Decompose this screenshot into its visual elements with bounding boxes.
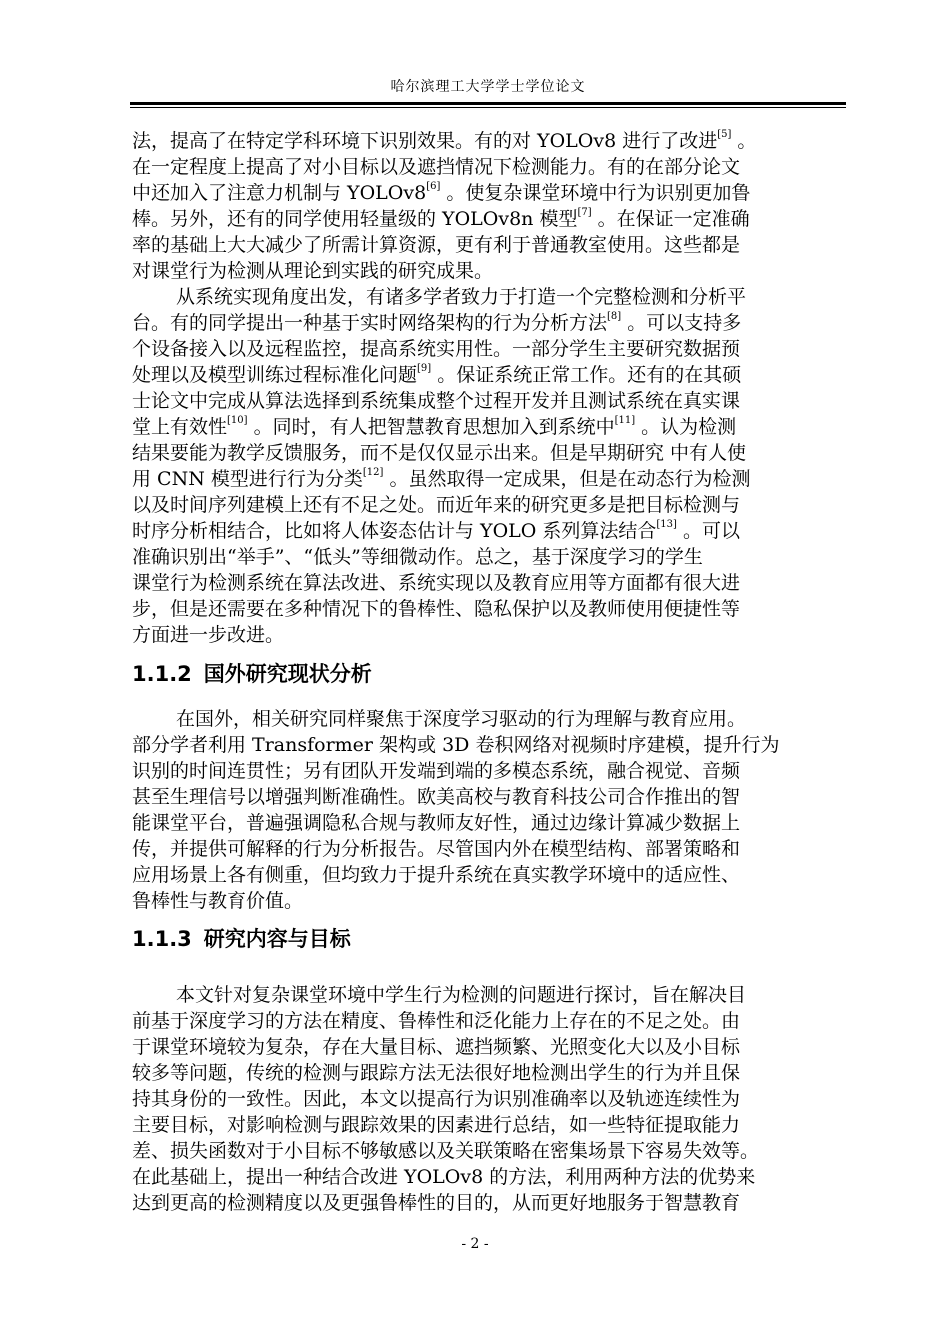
section-title: 国外研究现状分析 xyxy=(203,662,372,686)
text-run: 于课堂环境较为复杂，存在大量目标、遮挡频繁、光照变化大以及小目标 xyxy=(132,1036,741,1058)
paragraph-foreign-research xyxy=(132,706,848,914)
text-line xyxy=(132,128,848,154)
section-heading-1-1-2 xyxy=(132,660,372,688)
text-line xyxy=(132,414,848,440)
text-line xyxy=(132,1190,848,1216)
text-run: 准确识别出“举手”、“低头”等细微动作。总之，基于深度学习的学生 xyxy=(132,546,703,568)
page-number: - 2 - xyxy=(461,1236,489,1252)
text-run: 课堂行为检测系统在算法改进、系统实现以及教育应用等方面都有很大进 xyxy=(132,572,741,594)
text-line xyxy=(132,622,848,648)
text-line xyxy=(132,784,848,810)
text-run: 在国外，相关研究同样聚焦于深度学习驱动的行为理解与教育应用。 xyxy=(176,708,747,730)
text-run: 主要目标，对影响检测与跟踪效果的因素进行总结，如一些特征提取能力 xyxy=(132,1114,741,1136)
text-run: 率的基础上大大减少了所需计算资源，更有利于普通教室使用。这些都是 xyxy=(132,234,741,256)
text-run: 步，但是还需要在多种情况下的鲁棒性、隐私保护以及教师使用便捷性等 xyxy=(132,598,741,620)
text-run: 达到更高的检测精度以及更强鲁棒性的目的，从而更好地服务于智慧教育 xyxy=(132,1192,741,1214)
text-run: 从系统实现角度出发，有诸多学者致力于打造一个完整检测和分析平 xyxy=(176,286,747,308)
text-line xyxy=(132,232,848,258)
text-line xyxy=(132,1008,848,1034)
text-run: 。可以支持多 xyxy=(621,312,742,334)
text-line xyxy=(132,732,848,758)
text-run: 用 CNN 模型进行行为分类 xyxy=(132,468,363,490)
text-run: 以及时间序列建模上还有不足之处。而近年来的研究更多是把目标检测与 xyxy=(132,494,741,516)
header-rule-thick xyxy=(130,102,846,105)
text-run: 个设备接入以及远程监控，提高系统实用性。一部分学生主要研究数据预 xyxy=(132,338,741,360)
text-line xyxy=(132,206,848,232)
citation-marker: [8] xyxy=(607,310,622,322)
text-line xyxy=(132,836,848,862)
text-line xyxy=(132,258,848,284)
text-run: 鲁棒性与教育价值。 xyxy=(132,890,304,912)
text-run: 。可以 xyxy=(676,520,740,542)
paragraph-domestic-algorithms xyxy=(132,128,848,284)
text-line xyxy=(132,810,848,836)
text-line xyxy=(132,544,848,570)
running-header: 哈尔滨理工大学学士学位论文 xyxy=(390,79,586,95)
text-run: 结果要能为教学反馈服务，而不是仅仅显示出来。但是早期研究 中有人使 xyxy=(132,442,747,464)
citation-marker: [5] xyxy=(717,128,732,140)
text-run: 台。有的同学提出一种基于实时网络架构的行为分析方法 xyxy=(132,312,608,334)
text-run: 方面进一步改进。 xyxy=(132,624,285,646)
text-line xyxy=(132,862,848,888)
text-run: 应用场景上各有侧重，但均致力于提升系统在真实教学环境中的适应性、 xyxy=(132,864,741,886)
citation-marker: [10] xyxy=(227,414,248,426)
text-line xyxy=(132,310,848,336)
text-line xyxy=(132,758,848,784)
text-run: 能课堂平台，普遍强调隐私合规与教师友好性，通过边缘计算减少数据上 xyxy=(132,812,741,834)
text-run: 中还加入了注意力机制与 YOLOv8 xyxy=(132,182,427,204)
text-run: 士论文中完成从算法选择到系统集成整个过程开发并且测试系统在真实课 xyxy=(132,390,741,412)
text-line xyxy=(132,336,848,362)
text-run: 对课堂行为检测从理论到实践的研究成果。 xyxy=(132,260,494,282)
text-run: 法，提高了在特定学科环境下识别效果。有的对 YOLOv8 进行了改进 xyxy=(132,130,718,152)
text-line xyxy=(132,1060,848,1086)
header-rule-thin xyxy=(130,107,846,108)
text-line xyxy=(132,1112,848,1138)
text-run: 差、损失函数对于小目标不够敏感以及关联策略在密集场景下容易失效等。 xyxy=(132,1140,760,1162)
text-run: 部分学者利用 Transformer 架构或 3D 卷积网络对视频时序建模，提升行为 xyxy=(132,734,780,756)
text-line xyxy=(132,362,848,388)
text-run: 识别的时间连贯性；另有团队开发端到端的多模态系统，融合视觉、音频 xyxy=(132,760,741,782)
section-heading-1-1-3 xyxy=(132,925,351,953)
text-run: 传，并提供可解释的行为分析报告。尽管国内外在模型结构、部署策略和 xyxy=(132,838,741,860)
text-line xyxy=(132,388,848,414)
citation-marker: [11] xyxy=(614,414,636,426)
paragraph-domestic-systems xyxy=(132,284,848,648)
section-number: 1.1.2 xyxy=(132,662,192,686)
text-line xyxy=(132,492,848,518)
text-run: 在一定程度上提高了对小目标以及遮挡情况下检测能力。有的在部分论文 xyxy=(132,156,741,178)
text-run: 堂上有效性 xyxy=(132,416,228,438)
text-line xyxy=(132,154,848,180)
text-run: 处理以及模型训练过程标准化问题 xyxy=(132,364,418,386)
text-line xyxy=(132,466,848,492)
text-line xyxy=(132,1034,848,1060)
text-line xyxy=(132,1086,848,1112)
section-title: 研究内容与目标 xyxy=(203,927,351,951)
section-number: 1.1.3 xyxy=(132,927,192,951)
text-run: 时序分析相结合，比如将人体姿态估计与 YOLO 系列算法结合 xyxy=(132,520,657,542)
citation-marker: [13] xyxy=(656,518,677,530)
text-line xyxy=(132,1164,848,1190)
paragraph-research-content xyxy=(132,982,848,1216)
text-run: 持其身份的一致性。因此，本文以提高行为识别准确率以及轨迹连续性为 xyxy=(132,1088,741,1110)
text-run: 。虽然取得一定成果，但是在动态行为检测 xyxy=(383,468,751,490)
text-run: 。认为检测 xyxy=(635,416,737,438)
citation-marker: [9] xyxy=(417,362,432,374)
text-run: 甚至生理信号以增强判断准确性。欧美高校与教育科技公司合作推出的智 xyxy=(132,786,741,808)
text-run: 。使复杂课堂环境中行为识别更加鲁 xyxy=(440,182,751,204)
citation-marker: [12] xyxy=(362,466,384,478)
text-line xyxy=(132,888,848,914)
citation-marker: [7] xyxy=(577,206,592,218)
text-line xyxy=(132,284,848,310)
text-run: 。在保证一定准确 xyxy=(591,208,750,230)
text-run: 。 xyxy=(731,130,757,152)
text-line xyxy=(132,706,848,732)
text-run: 。同时，有人把智慧教育思想加入到系统中 xyxy=(247,416,615,438)
text-run: 棒。另外，还有的同学使用轻量级的 YOLOv8n 模型 xyxy=(132,208,578,230)
text-line xyxy=(132,180,848,206)
text-run: 。保证系统正常工作。还有的在其硕 xyxy=(431,364,742,386)
text-line xyxy=(132,596,848,622)
text-line xyxy=(132,518,848,544)
text-run: 较多等问题，传统的检测与跟踪方法无法很好地检测出学生的行为并且保 xyxy=(132,1062,741,1084)
text-run: 前基于深度学习的方法在精度、鲁棒性和泛化能力上存在的不足之处。由 xyxy=(132,1010,741,1032)
text-run: 本文针对复杂课堂环境中学生行为检测的问题进行探讨，旨在解决目 xyxy=(176,984,747,1006)
text-line xyxy=(132,570,848,596)
citation-marker: [6] xyxy=(426,180,441,192)
text-line xyxy=(132,1138,848,1164)
text-line xyxy=(132,440,848,466)
text-line xyxy=(132,982,848,1008)
text-run: 在此基础上，提出一种结合改进 YOLOv8 的方法，利用两种方法的优势来 xyxy=(132,1166,756,1188)
